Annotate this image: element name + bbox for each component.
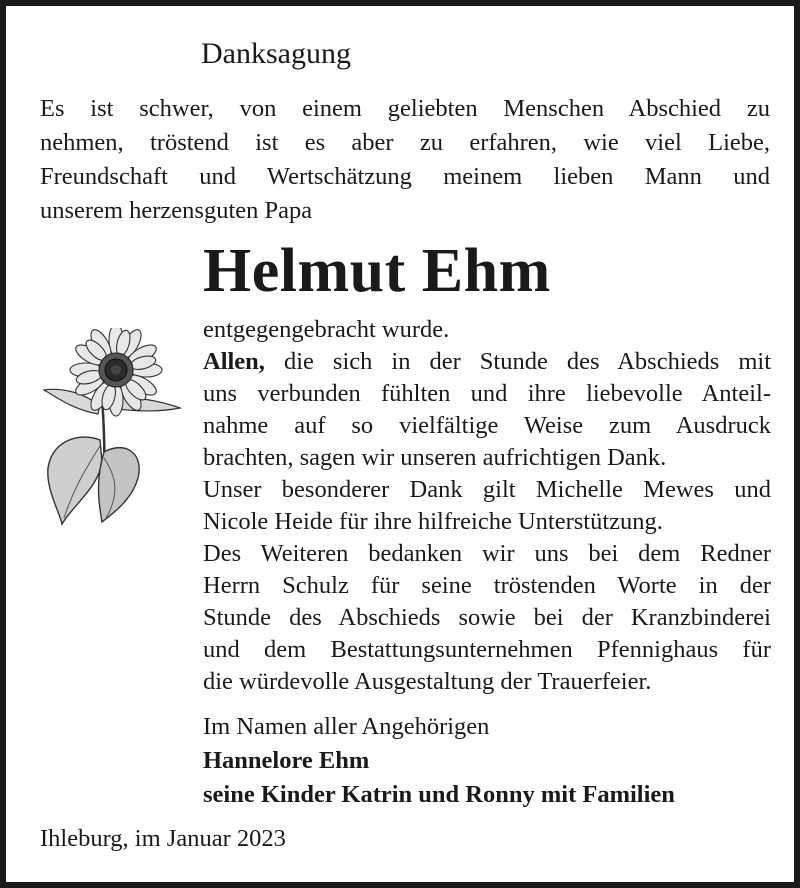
body-line: brachten, sagen wir unseren aufrichtigen Dank. [203,444,667,471]
deceased-name: Helmut Ehm [203,237,551,305]
intro-line: nehmen, tröstend ist es aber zu erfahren, wie viel Liebe, [40,129,770,156]
body-line: Nicole Heide für ihre hilfreiche Unterstützung. [203,508,663,535]
sunflower-icon [40,328,190,528]
body-line: Stunde des Abschieds sowie bei der Kranzbinderei [203,604,771,631]
allen-word: Allen, [203,348,265,375]
notice-title: Danksagung [201,37,351,70]
signoff-name: Hannelore Ehm [203,747,370,774]
signoff-name: seine Kinder Katrin und Ronny mit Familien [203,781,675,808]
body-line: uns verbunden fühlten und ihre liebevolle Anteil- [203,380,771,407]
body-line: Herrn Schulz für seine tröstenden Worte in der [203,572,771,599]
signoff [203,710,771,812]
intro-paragraph [40,92,770,228]
intro-line: Es ist schwer, von einem geliebten Menschen Abschied zu [40,95,770,122]
place-date: Ihleburg, im Januar 2023 [40,825,286,852]
intro-line: unserem herzensguten Papa [40,197,313,224]
body-line: Des Weiteren bedanken wir uns bei dem Redner [203,540,771,567]
body-line: nahme auf so vielfältige Weise zum Ausdruck [203,412,771,439]
intro-line: Freundschaft und Wertschätzung meinem lieben Mann und [40,163,770,190]
body-line: die würdevolle Ausgestaltung der Trauerfeier. [203,668,652,695]
body-paragraph [203,314,771,698]
signoff-intro: Im Namen aller Angehörigen [203,713,490,740]
body-line: entgegengebracht wurde. [203,316,450,343]
allen-rest: die sich in der Stunde des Abschieds mit [264,348,771,375]
body-line: und dem Bestattungsunternehmen Pfennighaus für [203,636,771,663]
body-line: Unser besonderer Dank gilt Michelle Mewes und [203,476,771,503]
body-line-allen [203,346,771,378]
